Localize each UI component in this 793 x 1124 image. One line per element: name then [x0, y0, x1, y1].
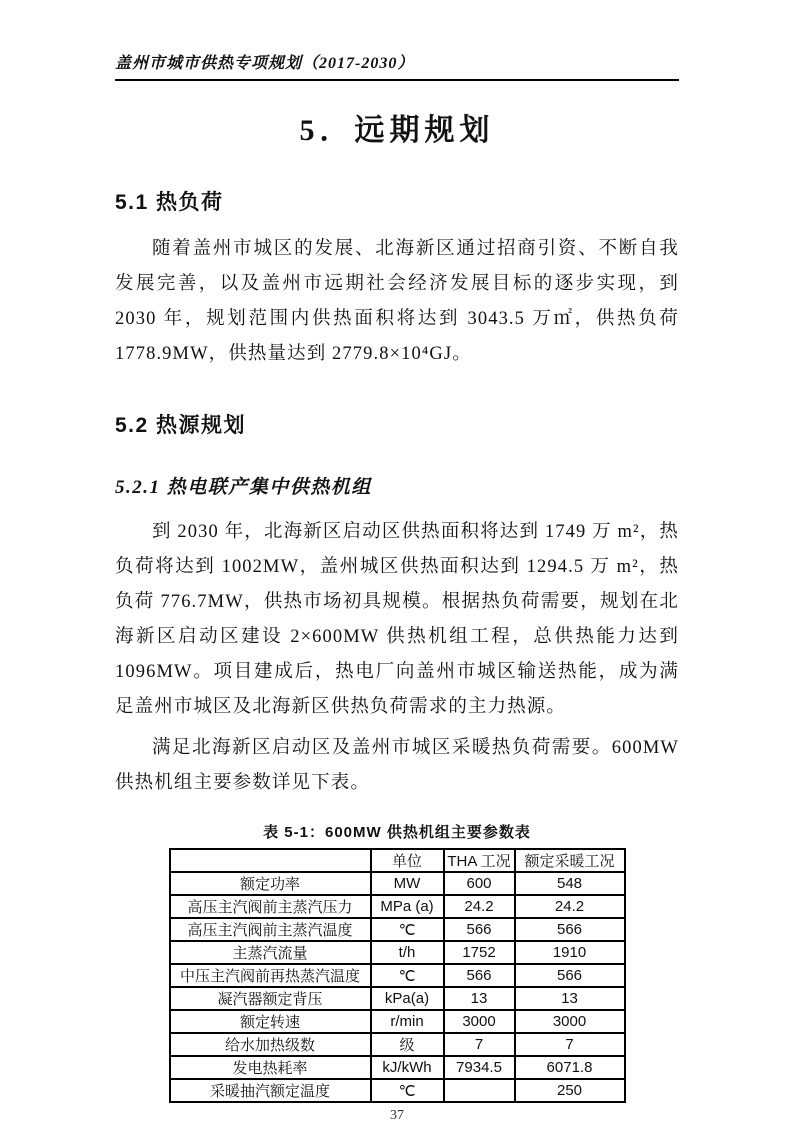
cell-param: 发电热耗率	[170, 1056, 371, 1079]
cell-rated-heating: 566	[515, 964, 625, 987]
cell-unit: t/h	[371, 941, 444, 964]
cell-rated-heating: 250	[515, 1079, 625, 1102]
cell-param: 中压主汽阀前再热蒸汽温度	[170, 964, 371, 987]
table-row	[170, 964, 625, 987]
cell-rated-heating: 24.2	[515, 895, 625, 918]
table-row	[170, 895, 625, 918]
cell-param: 额定功率	[170, 872, 371, 895]
cell-param: 凝汽器额定背压	[170, 987, 371, 1010]
chapter-title: 5．远期规划	[299, 114, 495, 147]
header-cell-rated-heating: 额定采暖工况	[515, 849, 625, 872]
cell-unit: MPa (a)	[371, 895, 444, 918]
table-row	[170, 1033, 625, 1056]
cell-rated-heating: 3000	[515, 1010, 625, 1033]
table-row	[170, 987, 625, 1010]
cell-rated-heating: 1910	[515, 941, 625, 964]
cell-tha: 566	[444, 918, 515, 941]
cell-rated-heating: 7	[515, 1033, 625, 1056]
subsection-5-2-1-paragraph-2: 满足北海新区启动区及盖州市城区采暖热负荷需要。600MW 供热机组主要参数详见下表。	[115, 738, 679, 793]
table-header-row	[170, 849, 625, 872]
cell-tha: 3000	[444, 1010, 515, 1033]
subsection-5-2-1-paragraph-1: 到 2030 年，北海新区启动区供热面积将达到 1749 万 m²，热负荷将达到 1002MW，盖州城区供热面积达到 1294.5 万 m²，热负荷 776.7MW，供热市场初具规模。根据热负荷需要，规划在北海新区启动区建设 2×600MW 供热机组工程，总供热能力达到 1096MW。项目建成后，热电厂向盖州市城区输送热能，成为满足盖州市城区及北海新区供热负荷需求的主力热源。	[115, 522, 679, 717]
section-5-1-heading: 5.1 热负荷	[115, 191, 224, 214]
table-row	[170, 918, 625, 941]
header-cell-param	[170, 849, 371, 872]
cell-unit: ℃	[371, 1079, 444, 1102]
page-number: 37	[390, 1108, 404, 1123]
cell-tha	[444, 1079, 515, 1102]
cell-tha: 13	[444, 987, 515, 1010]
cell-tha: 566	[444, 964, 515, 987]
cell-unit: r/min	[371, 1010, 444, 1033]
cell-unit: kJ/kWh	[371, 1056, 444, 1079]
cell-tha: 1752	[444, 941, 515, 964]
cell-unit: ℃	[371, 918, 444, 941]
subsection-5-2-1-heading: 5.2.1 热电联产集中供热机组	[115, 477, 372, 498]
cell-rated-heating: 548	[515, 872, 625, 895]
running-header-title: 盖州市城市供热专项规划（2017-2030）	[115, 55, 415, 72]
running-header	[115, 0, 679, 81]
cell-tha: 24.2	[444, 895, 515, 918]
table-row	[170, 1010, 625, 1033]
section-5-2-heading: 5.2 热源规划	[115, 414, 247, 437]
cell-unit: kPa(a)	[371, 987, 444, 1010]
page-content	[115, 0, 679, 1122]
cell-unit: MW	[371, 872, 444, 895]
table-row	[170, 1056, 625, 1079]
cell-rated-heating: 566	[515, 918, 625, 941]
section-5-1-paragraph: 随着盖州市城区的发展、北海新区通过招商引资、不断自我发展完善，以及盖州市远期社会经济发展目标的逐步实现，到 2030 年，规划范围内供热面积将达到 3043.5 万㎡，供热负荷 1778.9MW，供热量达到 2779.8×10⁴GJ。	[115, 239, 679, 364]
cell-param: 高压主汽阀前主蒸汽温度	[170, 918, 371, 941]
cell-param: 采暖抽汽额定温度	[170, 1079, 371, 1102]
cell-unit: ℃	[371, 964, 444, 987]
cell-rated-heating: 6071.8	[515, 1056, 625, 1079]
cell-param: 高压主汽阀前主蒸汽压力	[170, 895, 371, 918]
cell-rated-heating: 13	[515, 987, 625, 1010]
header-cell-tha: THA 工况	[444, 849, 515, 872]
cell-tha: 7	[444, 1033, 515, 1056]
cell-unit: 级	[371, 1033, 444, 1056]
cell-param: 给水加热级数	[170, 1033, 371, 1056]
cell-param: 额定转速	[170, 1010, 371, 1033]
cell-tha: 7934.5	[444, 1056, 515, 1079]
table-row	[170, 872, 625, 895]
cell-tha: 600	[444, 872, 515, 895]
table-row	[170, 1079, 625, 1102]
cell-param: 主蒸汽流量	[170, 941, 371, 964]
header-cell-unit: 单位	[371, 849, 444, 872]
table-row	[170, 941, 625, 964]
table-caption: 表 5-1：600MW 供热机组主要参数表	[263, 824, 531, 841]
params-table	[169, 848, 626, 1103]
